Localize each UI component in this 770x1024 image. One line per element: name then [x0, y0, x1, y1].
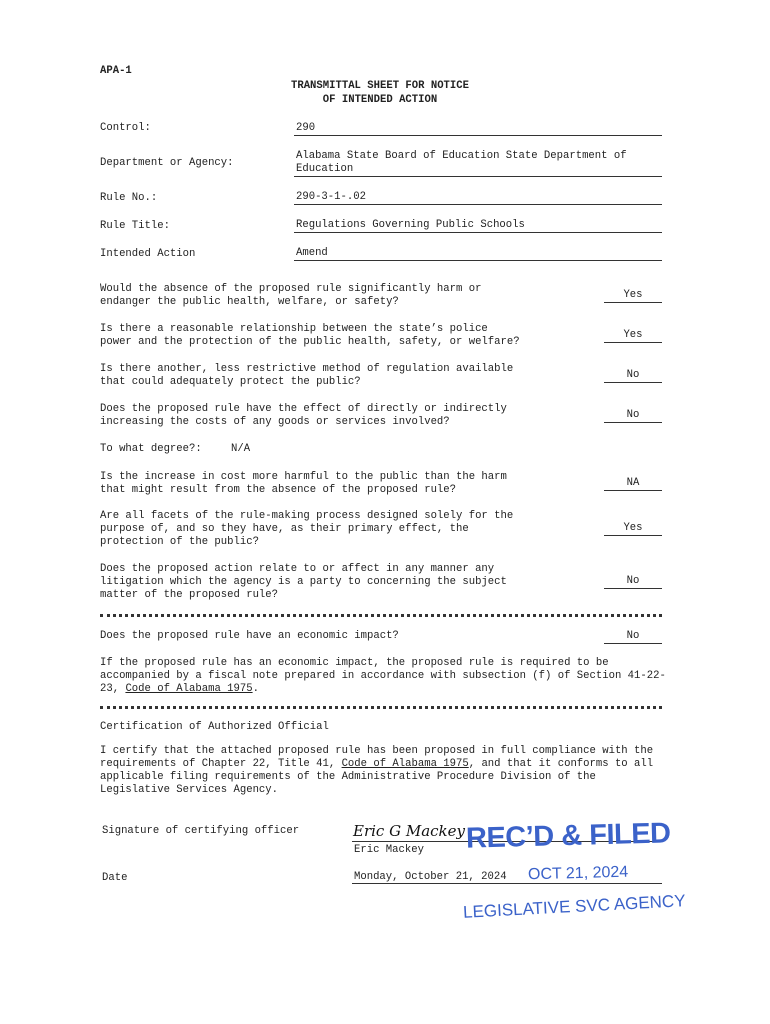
rule-no-underline — [294, 204, 662, 205]
question-text: Is there a reasonable relationship between the state’s police power and the protection of the public health, safety, or welfare? — [100, 323, 520, 348]
answer-underline — [604, 490, 662, 491]
certification-paragraph — [100, 745, 655, 797]
department-value-line2: Education — [296, 163, 354, 175]
answer-underline — [604, 422, 662, 423]
degree-value: N/A — [231, 443, 251, 455]
question-text: Does the proposed action relate to or affect in any manner any litigation which the agency is a party to concerning the subject matter of the proposed rule? — [100, 563, 507, 601]
question-answer: No — [626, 369, 640, 381]
department-label: Department or Agency: — [100, 157, 234, 169]
certification-text-end: , and that it conforms to all applicable filing requirements of the Administrative Procedure Division of the Legislative Services Agency. — [100, 758, 654, 796]
signature-label: Signature of certifying officer — [102, 825, 300, 837]
answer-underline — [604, 643, 662, 644]
printed-name: Eric Mackey — [354, 844, 424, 856]
question-answer: No — [626, 575, 640, 587]
form-title-line1: TRANSMITTAL SHEET FOR NOTICE — [290, 80, 469, 92]
certification-text: I certify that the attached proposed rule has been proposed in full compliance with the requirements of Chapter 22, Title 41, — [100, 745, 654, 770]
control-value: 290 — [296, 122, 316, 134]
question-answer: NA — [626, 477, 640, 489]
rule-no-label: Rule No.: — [100, 192, 158, 204]
answer-underline — [604, 302, 662, 303]
department-value-line1: Alabama State Board of Education State Department of — [296, 150, 627, 162]
intended-action-label: Intended Action — [100, 248, 196, 260]
certification-heading: Certification of Authorized Official — [100, 721, 329, 733]
stamp-date: OCT 21, 2024 — [527, 863, 629, 884]
fiscal-note-end: . — [252, 683, 259, 695]
date-value: Monday, October 21, 2024 — [354, 871, 507, 883]
answer-underline — [604, 588, 662, 589]
form-title-line2: OF INTENDED ACTION — [322, 94, 438, 106]
handwritten-signature: Eric G Mackey — [353, 822, 465, 840]
control-underline — [294, 135, 662, 136]
economic-answer: No — [626, 630, 640, 642]
economic-question: Does the proposed rule have an economic impact? — [100, 630, 399, 642]
date-label: Date — [102, 872, 128, 884]
question-text: Does the proposed rule have the effect of directly or indirectly increasing the costs of any goods or services involved? — [100, 403, 507, 428]
intended-action-underline — [294, 260, 662, 261]
degree-label: To what degree?: — [100, 443, 202, 455]
rule-title-value: Regulations Governing Public Schools — [296, 219, 525, 231]
received-stamp: REC’D & FILED — [465, 817, 671, 855]
stamp-agency: LEGISLATIVE SVC AGENCY — [462, 891, 686, 922]
rule-title-label: Rule Title: — [100, 220, 170, 232]
question-answer: Yes — [623, 329, 643, 341]
question-text: Are all facets of the rule-making process designed solely for the purpose of, and so they have, as their primary effect, the protection of the public? — [100, 510, 514, 548]
control-label: Control: — [100, 122, 151, 134]
code-reference: Code of Alabama 1975 — [341, 758, 469, 770]
question-answer: Yes — [623, 522, 643, 534]
question-answer: Yes — [623, 289, 643, 301]
question-answer: No — [626, 409, 640, 421]
date-underline — [352, 883, 662, 884]
form-id: APA-1 — [100, 65, 132, 77]
section-divider — [100, 614, 662, 617]
section-divider — [100, 706, 662, 709]
question-text: Is the increase in cost more harmful to the public than the harm that might result from the absence of the proposed rule? — [100, 471, 507, 496]
rule-title-underline — [294, 232, 662, 233]
fiscal-note-paragraph — [100, 657, 670, 696]
answer-underline — [604, 342, 662, 343]
fiscal-note-text: If the proposed rule has an economic impact, the proposed rule is required to be accompanied by a fiscal note prepared in accordance with subsection (f) of Section 41-22-23, — [100, 657, 666, 695]
answer-underline — [604, 382, 662, 383]
intended-action-value: Amend — [296, 247, 328, 259]
code-reference: Code of Alabama 1975 — [125, 683, 253, 695]
question-text: Is there another, less restrictive method of regulation available that could adequately protect the public? — [100, 363, 514, 388]
question-text: Would the absence of the proposed rule significantly harm or endanger the public health, welfare, or safety? — [100, 283, 482, 308]
department-underline — [294, 176, 662, 177]
answer-underline — [604, 535, 662, 536]
rule-no-value: 290-3-1-.02 — [296, 191, 366, 203]
